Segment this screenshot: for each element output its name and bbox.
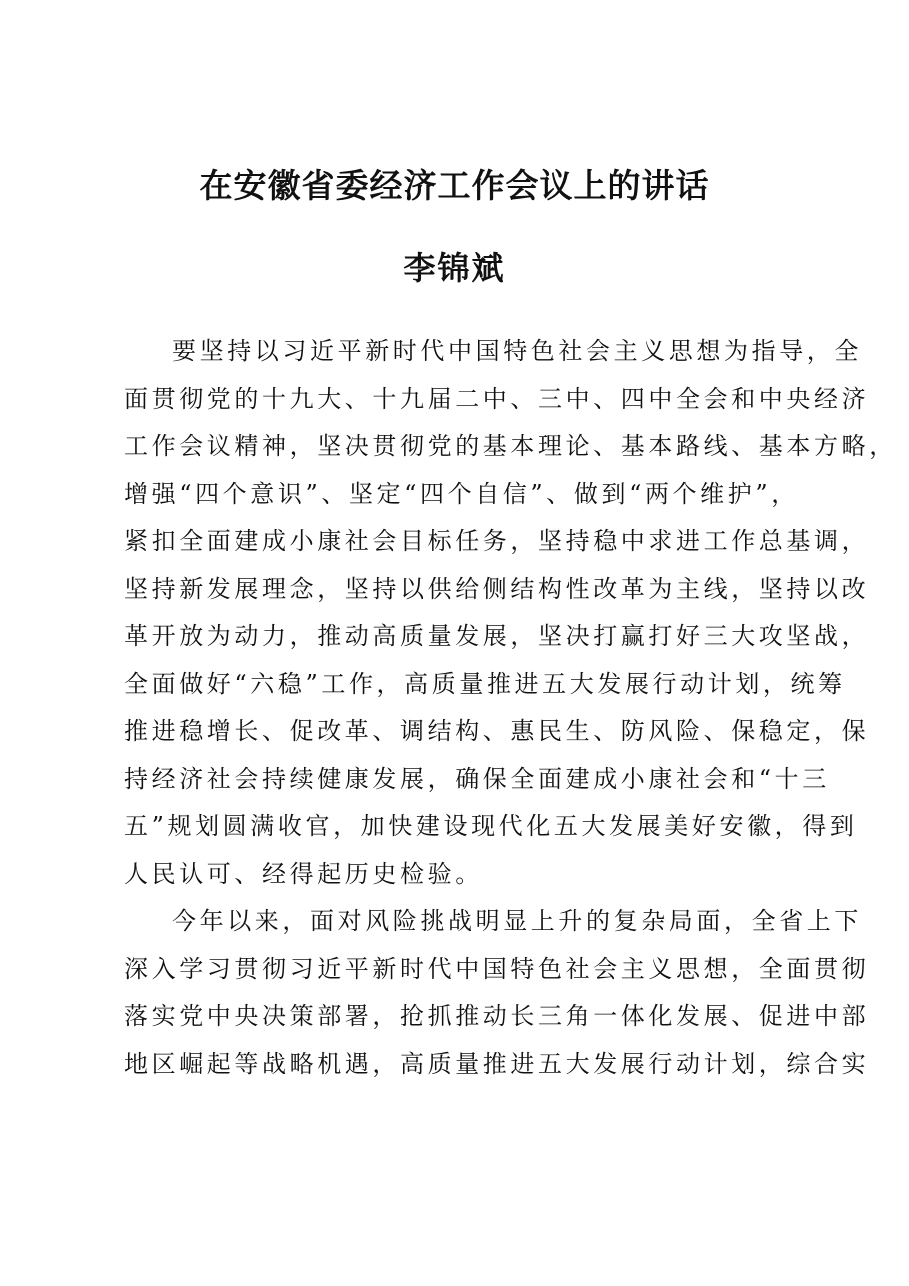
text-line: 落实党中央决策部署，抢抓推动长三角一体化发展、促进中部: [124, 1002, 870, 1030]
text-line: 全面做好“六稳”工作，高质量推进五大发展行动计划，统筹: [124, 669, 846, 698]
paragraph-1: [124, 328, 897, 898]
text-line: 增强“四个意识”、坚定“四个自信”、做到“两个维护”，: [124, 479, 799, 508]
text-line: 今年以来，面对风险挑战明显上升的复杂局面，全省上下: [172, 907, 862, 935]
document-author: 李锦斌: [403, 249, 506, 287]
document-body: [124, 328, 897, 1088]
text-line: 面贯彻党的十九大、十九届二中、三中、四中全会和中央经济: [124, 384, 870, 413]
paragraph-2: [124, 898, 870, 1088]
text-line: 坚持新发展理念，坚持以供给侧结构性改革为主线，坚持以改: [124, 574, 870, 603]
text-line: 要坚持以习近平新时代中国特色社会主义思想为指导，全: [172, 337, 862, 365]
text-line: 五”规划圆满收官，加快建设现代化五大发展美好安徽，得到: [124, 812, 858, 840]
text-line: 深入学习贯彻习近平新时代中国特色社会主义思想，全面贯彻: [124, 954, 870, 983]
text-line: 地区崛起等战略机遇，高质量推进五大发展行动计划，综合实: [124, 1049, 870, 1078]
text-line: 革开放为动力，推动高质量发展，坚决打赢打好三大攻坚战，: [124, 622, 870, 650]
text-line: 持经济社会持续健康发展，确保全面建成小康社会和“十三: [124, 764, 830, 793]
text-line: 工作会议精神，坚决贯彻党的基本理论、基本路线、基本方略，: [124, 432, 897, 460]
text-line: 人民认可、经得起历史检验。: [124, 859, 483, 888]
text-line: 推进稳增长、促改革、调结构、惠民生、防风险、保稳定，保: [124, 717, 870, 745]
text-line: 紧扣全面建成小康社会目标任务，坚持稳中求进工作总基调，: [124, 527, 870, 555]
document-title: 在安徽省委经济工作会议上的讲话: [199, 166, 710, 205]
